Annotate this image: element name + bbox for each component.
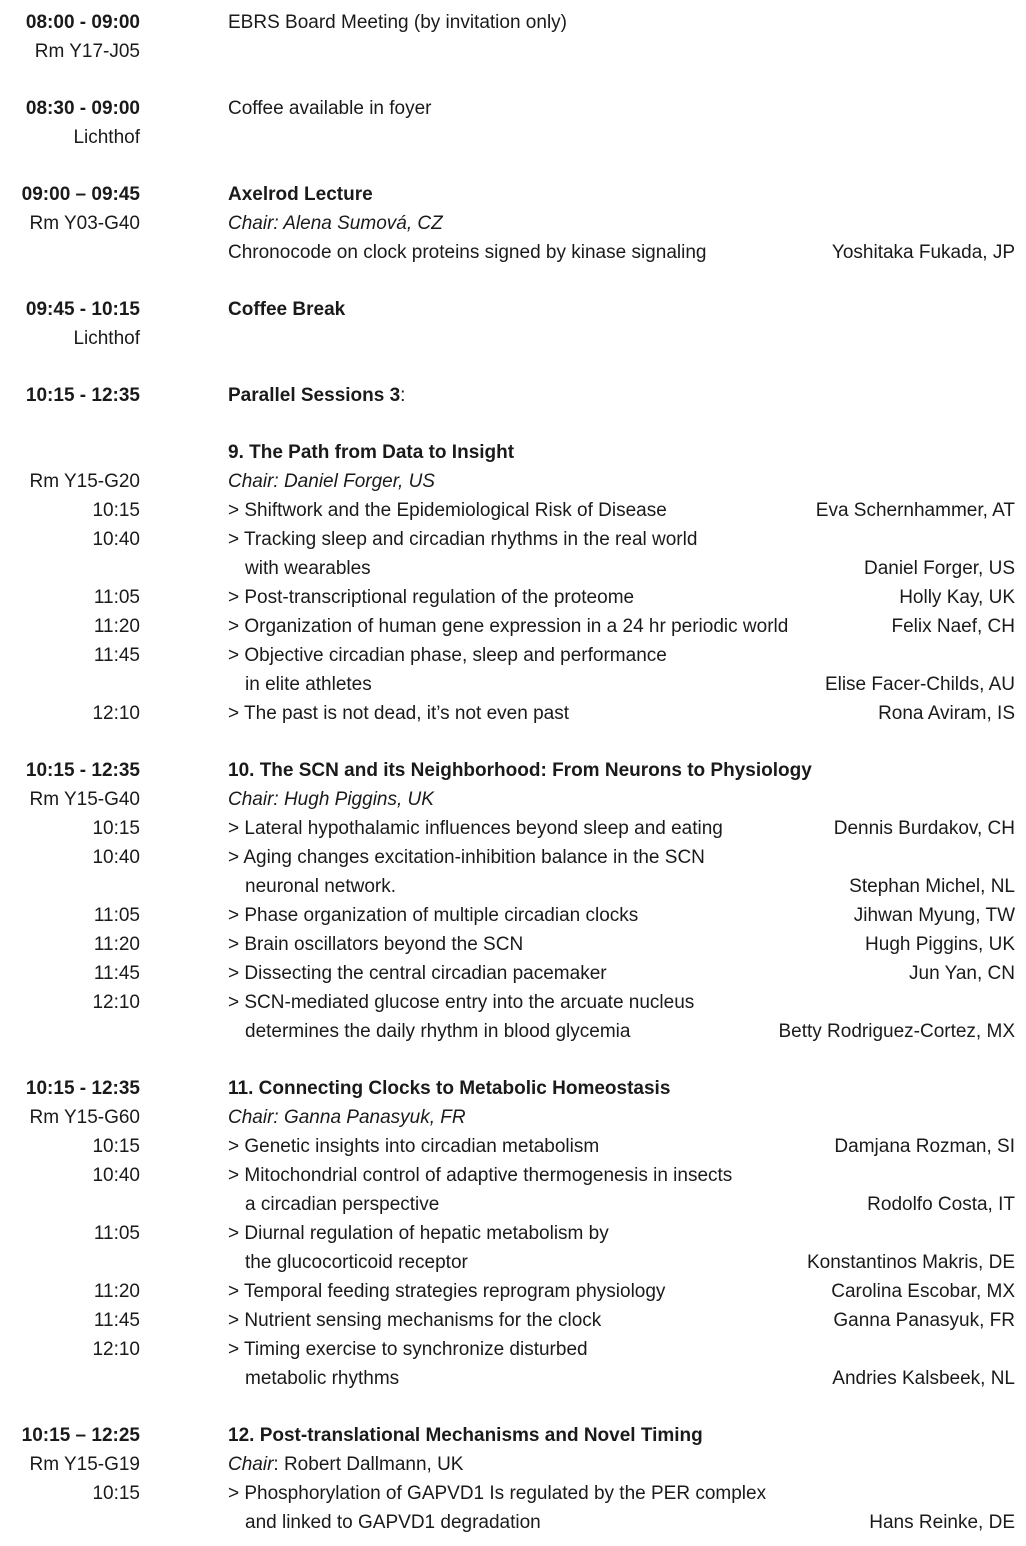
talk-row [0, 612, 1026, 641]
talk-title: > Tracking sleep and circadian rhythms in the real world [228, 529, 698, 550]
room-label: Rm Y15-G60 [29, 1107, 140, 1128]
chair-row [0, 1450, 1026, 1479]
talk-time: 11:20 [93, 934, 140, 955]
event-row [0, 94, 1026, 123]
session-title-row [0, 438, 1026, 467]
talk-title: > Phase organization of multiple circadian clocks [228, 905, 639, 926]
talk-row [0, 1335, 1026, 1364]
talk-title-continuation: and linked to GAPVD1 degradation [245, 1512, 541, 1533]
speaker-name: Daniel Forger, US [863, 558, 1015, 579]
talk-row [0, 1161, 1026, 1190]
talk-time: 12:10 [92, 992, 140, 1013]
talk-title: > Diurnal regulation of hepatic metabolism by [228, 1223, 609, 1244]
talk-time: 11:45 [93, 1310, 140, 1331]
speaker-name: Ganna Panasyuk, FR [833, 1310, 1015, 1331]
talk-time: 10:15 [92, 500, 140, 521]
talk-row [0, 814, 1026, 843]
talk-continuation-row [0, 554, 1026, 583]
talk-title: > Post-transcriptional regulation of the proteome [228, 587, 635, 608]
event-row [0, 295, 1026, 324]
talk-title-continuation: in elite athletes [245, 674, 372, 695]
chair-row [0, 1103, 1026, 1132]
session-title: 11. Connecting Clocks to Metabolic Homeostasis [228, 1078, 671, 1099]
chair-label: Chair: Ganna Panasyuk, FR [228, 1107, 466, 1128]
talk-row [0, 959, 1026, 988]
talk-time: 10:40 [92, 1165, 140, 1186]
talk-row [0, 238, 1026, 267]
event-title: EBRS Board Meeting (by invitation only) [228, 12, 567, 33]
talk-continuation-row [0, 1248, 1026, 1277]
speaker-name: Eva Schernhammer, AT [815, 500, 1015, 521]
talk-row [0, 1479, 1026, 1508]
speaker-name: Elise Facer-Childs, AU [824, 674, 1015, 695]
speaker-name: Rona Aviram, IS [878, 703, 1015, 724]
talk-time: 11:20 [93, 616, 140, 637]
talk-title-continuation: neuronal network. [245, 876, 397, 897]
talk-row [0, 1219, 1026, 1248]
speaker-name: Damjana Rozman, SI [834, 1136, 1015, 1157]
talk-row [0, 930, 1026, 959]
talk-row [0, 699, 1026, 728]
speaker-name: Konstantinos Makris, DE [806, 1252, 1015, 1273]
speaker-name: Andries Kalsbeek, NL [832, 1368, 1015, 1389]
talk-row [0, 1132, 1026, 1161]
session-12 [0, 1421, 1026, 1537]
speaker-name: Stephan Michel, NL [849, 876, 1015, 897]
session-title-row [0, 1421, 1026, 1450]
talk-title: > Shiftwork and the Epidemiological Risk of Disease [228, 500, 667, 521]
event-title: Coffee available in foyer [228, 98, 432, 119]
talk-row [0, 988, 1026, 1017]
talk-title: > Timing exercise to synchronize disturbed [228, 1339, 588, 1360]
talk-time: 10:15 [92, 818, 140, 839]
room-label: Rm Y15-G19 [29, 1454, 140, 1475]
room-label: Rm Y03-G40 [29, 213, 140, 234]
time-range: 10:15 - 12:35 [25, 1078, 140, 1099]
talk-row [0, 496, 1026, 525]
speaker-name: Carolina Escobar, MX [831, 1281, 1015, 1302]
talk-continuation-row [0, 1364, 1026, 1393]
time-range: 09:45 - 10:15 [25, 299, 140, 320]
speaker-name: Felix Naef, CH [891, 616, 1015, 637]
talk-row [0, 641, 1026, 670]
chair-row [0, 209, 1026, 238]
room-label: Rm Y17-J05 [34, 41, 140, 62]
session-9 [0, 438, 1026, 728]
talk-title: > Phosphorylation of GAPVD1 Is regulated by the PER complex [228, 1483, 767, 1504]
talk-row [0, 1277, 1026, 1306]
talk-time: 11:45 [93, 645, 140, 666]
time-range: 10:15 - 12:35 [25, 385, 140, 406]
chair-label: Chair [228, 1454, 274, 1475]
chair-row [0, 467, 1026, 496]
talk-continuation-row [0, 670, 1026, 699]
chair-row [0, 785, 1026, 814]
talk-time: 10:40 [92, 847, 140, 868]
talk-continuation-row [0, 872, 1026, 901]
talk-title: > SCN-mediated glucose entry into the arcuate nucleus [228, 992, 695, 1013]
talk-title: Chronocode on clock proteins signed by kinase signaling [228, 242, 707, 263]
talk-title-continuation: metabolic rhythms [245, 1368, 400, 1389]
chair-label: Chair: Hugh Piggins, UK [228, 789, 434, 810]
talk-row [0, 583, 1026, 612]
talk-title: > Brain oscillators beyond the SCN [228, 934, 524, 955]
talk-title-continuation: determines the daily rhythm in blood glycemia [245, 1021, 631, 1042]
event-group-coffee-foyer [0, 94, 1026, 152]
session-title: 12. Post-translational Mechanisms and Novel Timing [228, 1425, 703, 1446]
session-10 [0, 756, 1026, 1046]
session-title: 9. The Path from Data to Insight [228, 442, 515, 463]
chair-label: Chair: Alena Sumová, CZ [228, 213, 443, 234]
talk-title: > Genetic insights into circadian metabolism [228, 1136, 600, 1157]
room-row [0, 37, 1026, 66]
talk-time: 12:10 [92, 703, 140, 724]
event-group-axelrod-lecture [0, 180, 1026, 267]
session-title-row [0, 756, 1026, 785]
session-title: 10. The SCN and its Neighborhood: From Neurons to Physiology [228, 760, 812, 781]
talk-title-continuation: the glucocorticoid receptor [245, 1252, 468, 1273]
event-group-coffee-break [0, 295, 1026, 353]
room-label: Lichthof [73, 328, 140, 349]
parallel-sessions-header [0, 381, 1026, 410]
parallel-sessions-title: Parallel Sessions 3 [228, 385, 401, 406]
talk-title: > Objective circadian phase, sleep and performance [228, 645, 667, 666]
talk-time: 10:15 [92, 1483, 140, 1504]
speaker-name: Hugh Piggins, UK [865, 934, 1015, 955]
room-row [0, 123, 1026, 152]
time-range: 10:15 – 12:25 [21, 1425, 140, 1446]
room-label: Lichthof [73, 127, 140, 148]
event-title: Axelrod Lecture [228, 184, 373, 205]
time-range: 08:00 - 09:00 [25, 12, 140, 33]
talk-title: > Organization of human gene expression in a 24 hr periodic world [228, 616, 789, 637]
room-row [0, 324, 1026, 353]
speaker-name: Jihwan Myung, TW [853, 905, 1015, 926]
talk-title: > Temporal feeding strategies reprogram physiology [228, 1281, 666, 1302]
speaker-name: Jun Yan, CN [909, 963, 1015, 984]
talk-continuation-row [0, 1190, 1026, 1219]
talk-time: 11:05 [93, 905, 140, 926]
talk-row [0, 843, 1026, 872]
speaker-name: Holly Kay, UK [899, 587, 1015, 608]
speaker-name: Hans Reinke, DE [869, 1512, 1015, 1533]
time-range: 08:30 - 09:00 [25, 98, 140, 119]
chair-label: Chair: Daniel Forger, US [228, 471, 435, 492]
session-title-row [0, 1074, 1026, 1103]
event-row [0, 8, 1026, 37]
event-row [0, 381, 1026, 410]
time-range: 10:15 - 12:35 [25, 760, 140, 781]
event-title: Coffee Break [228, 299, 346, 320]
talk-time: 11:45 [93, 963, 140, 984]
speaker-name: Rodolfo Costa, IT [867, 1194, 1015, 1215]
time-range: 09:00 – 09:45 [21, 184, 140, 205]
talk-row [0, 1306, 1026, 1335]
talk-time: 10:40 [92, 529, 140, 550]
talk-row [0, 525, 1026, 554]
talk-time: 11:20 [93, 1281, 140, 1302]
event-group-board-meeting [0, 8, 1026, 66]
chair-label-plain: : Robert Dallmann, UK [273, 1454, 464, 1475]
talk-title: > Dissecting the central circadian pacemaker [228, 963, 607, 984]
talk-title: > Nutrient sensing mechanisms for the clock [228, 1310, 602, 1331]
talk-time: 11:05 [93, 1223, 140, 1244]
talk-continuation-row [0, 1017, 1026, 1046]
talk-title-continuation: a circadian perspective [245, 1194, 440, 1215]
room-label: Rm Y15-G20 [29, 471, 140, 492]
speaker-name: Yoshitaka Fukada, JP [831, 242, 1015, 263]
event-row [0, 180, 1026, 209]
talk-time: 10:15 [92, 1136, 140, 1157]
room-label: Rm Y15-G40 [29, 789, 140, 810]
talk-title: > Lateral hypothalamic influences beyond sleep and eating [228, 818, 723, 839]
talk-time: 12:10 [92, 1339, 140, 1360]
talk-title: > Aging changes excitation-inhibition balance in the SCN [228, 847, 705, 868]
speaker-name: Dennis Burdakov, CH [833, 818, 1015, 839]
session-11 [0, 1074, 1026, 1393]
talk-title: > Mitochondrial control of adaptive thermogenesis in insects [228, 1165, 733, 1186]
parallel-sessions-colon: : [400, 385, 406, 406]
talk-title-continuation: with wearables [245, 558, 371, 579]
talk-continuation-row [0, 1508, 1026, 1537]
speaker-name: Betty Rodriguez-Cortez, MX [778, 1021, 1015, 1042]
talk-title: > The past is not dead, it’s not even past [228, 703, 569, 724]
talk-time: 11:05 [93, 587, 140, 608]
talk-row [0, 901, 1026, 930]
